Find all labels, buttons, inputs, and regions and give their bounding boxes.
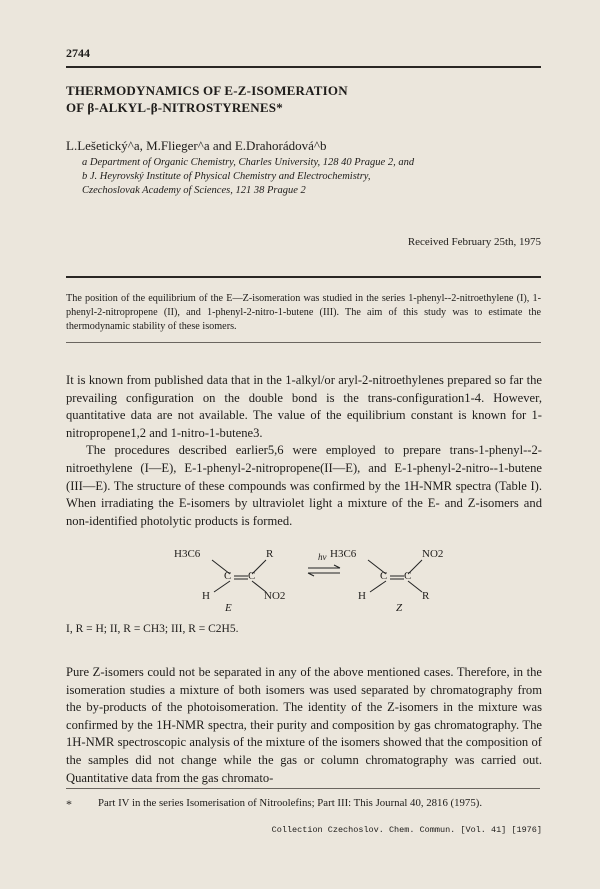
received-date: Received February 25th, 1975 — [407, 236, 541, 248]
paragraph-1: It is known from published data that in the 1-alkyl/or aryl-2-nitroethylenes prepared so far the prevailing configuration on the double bond is the trans-configuration1-4. However, quantitative data are not available. The value of the equilibrium constant is known for 1-nitropropene1,2 and 1-nitro-1-butene3. — [66, 373, 542, 440]
affiliation-academy: Czechoslovak Academy of Sciences, 121 38 Prague 2 — [82, 185, 306, 196]
z-phenyl-label: H3C6 — [330, 548, 357, 560]
page-number: 2744 — [66, 46, 90, 60]
author-list: L.Lešetický^a, M.Flieger^a and E.Drahorádová^b — [66, 138, 327, 153]
title-line-2: OF β-ALKYL-β-NITROSTYRENES* — [66, 100, 283, 115]
header-rule — [66, 66, 541, 68]
e-phenyl-label: H3C6 — [174, 548, 201, 560]
e-r-label: R — [266, 548, 274, 560]
article-title — [66, 82, 348, 116]
abstract-bottom-rule — [66, 342, 541, 343]
z-r-label: R — [422, 590, 430, 602]
journal-reference: Collection Czechoslov. Chem. Commun. [Vol. 41] [1976] — [271, 825, 542, 835]
title-line-1: THERMODYNAMICS OF E-Z-ISOMERATION — [66, 83, 348, 98]
z-isomer-label: Z — [396, 602, 403, 614]
footnote-text: Part IV in the series Isomerisation of Nitroolefins; Part III: This Journal 40, 2816 (1975). — [98, 797, 483, 809]
affiliation-b: b J. Heyrovský Institute of Physical Chemistry and Electrochemistry, — [82, 171, 371, 182]
abstract-top-rule — [66, 276, 541, 278]
z-c1-label: C — [380, 570, 388, 582]
footnote-rule — [66, 788, 540, 789]
reaction-scheme — [174, 546, 490, 616]
e-c1-label: C — [224, 570, 232, 582]
substituent-definitions: I, R = H; II, R = CH3; III, R = C2H5. — [66, 623, 239, 635]
z-no2-label: NO2 — [422, 548, 444, 560]
z-c2-label: C — [404, 570, 412, 582]
footnote-marker: * — [66, 797, 72, 811]
e-isomer-label: E — [225, 602, 232, 614]
body-text-2 — [66, 664, 542, 787]
e-c2-label: C — [248, 570, 256, 582]
paragraph-2: The procedures described earlier5,6 were employed to prepare trans-1-phenyl--2-nitroethylene (I—E), E-1-phenyl-2-nitropropene(II—E), and E-1-phenyl-2-nitro--1-butene (III—E). The structure of these compounds was confirmed by the 1H-NMR spectra (Table I). When irradiating the E-isomers by ultraviolet light a mixture of the E- and Z-isomers and non-identified photolytic products is formed. — [66, 443, 542, 528]
e-h-label: H — [202, 590, 210, 602]
body-text-1 — [66, 372, 542, 530]
affiliation-a: a Department of Organic Chemistry, Charles University, 128 40 Prague 2, and — [82, 157, 415, 168]
hv-label: hν — [318, 552, 327, 562]
z-h-label: H — [358, 590, 366, 602]
e-no2-label: NO2 — [264, 590, 286, 602]
paragraph-3: Pure Z-isomers could not be separated in any of the above mentioned cases. Therefore, in the isomeration studies a mixture of both isomers was used separated by chromatography from the by-products of the photoisomeration. The identity of the Z-isomers in the mixture was confirmed by the 1H-NMR spectra, their purity and composition by gas chromatography. The 1H-NMR spectroscopic analysis of the mixture of the isomers showed that the composition of the samples did not change while the gas or column chromatography was carried out. Quantitative data from the gas chromato- — [66, 665, 542, 785]
abstract: The position of the equilibrium of the E—Z-isomeration was studied in the series 1-phenyl--2-nitroethylene (I), 1-phenyl-2-nitropropene (II), and 1-phenyl-2-nitro-1-butene (III). The aim of this study was to estimate the thermodynamic stability of these isomers. — [66, 293, 541, 332]
